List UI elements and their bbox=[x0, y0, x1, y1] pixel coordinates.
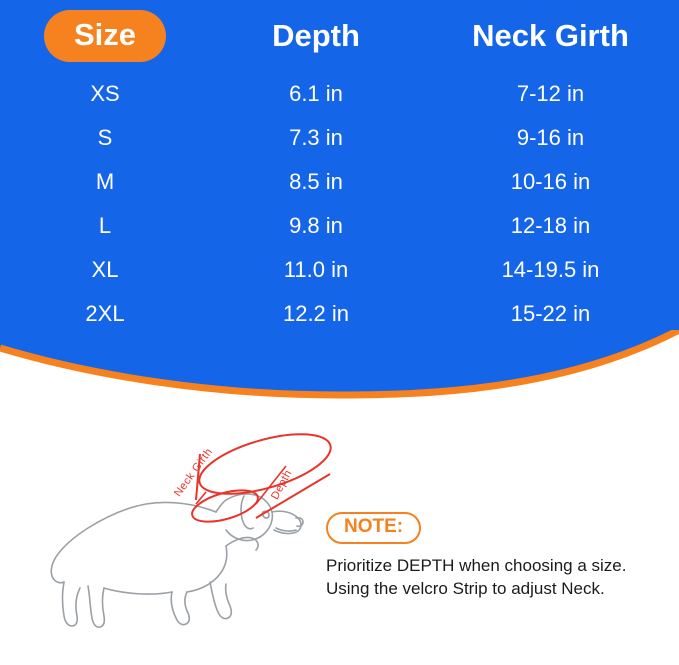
cell-neck-girth: 10-16 in bbox=[510, 169, 591, 194]
depth-label: Depth bbox=[269, 467, 295, 502]
cell-size: S bbox=[97, 125, 113, 150]
note-block bbox=[326, 512, 656, 600]
table-row bbox=[0, 204, 679, 248]
neck-girth-header-label: Neck Girth bbox=[472, 18, 629, 53]
size-header-pill: Size bbox=[44, 10, 166, 62]
header-cell-size bbox=[0, 0, 210, 72]
cell-neck-girth: 15-22 in bbox=[510, 301, 591, 326]
table-row bbox=[0, 160, 679, 204]
cell-size: XL bbox=[91, 257, 119, 282]
note-title: NOTE: bbox=[326, 512, 421, 544]
header-cell-neck-girth bbox=[422, 0, 679, 72]
cell-depth: 8.5 in bbox=[289, 169, 343, 194]
neck-girth-label: Neck Girth bbox=[172, 445, 216, 500]
cell-depth: 6.1 in bbox=[289, 81, 343, 106]
table-row bbox=[0, 116, 679, 160]
cell-size: M bbox=[95, 169, 115, 194]
cell-neck-girth: 7-12 in bbox=[516, 81, 585, 106]
depth-header-label: Depth bbox=[272, 18, 360, 53]
cell-neck-girth: 9-16 in bbox=[516, 125, 585, 150]
cell-size: L bbox=[98, 213, 112, 238]
cell-size: 2XL bbox=[85, 301, 125, 326]
note-line-1: Prioritize DEPTH when choosing a size. bbox=[326, 556, 627, 575]
cell-neck-girth: 14-19.5 in bbox=[501, 257, 600, 282]
dog-with-cone-illustration bbox=[20, 400, 350, 650]
table-row bbox=[0, 248, 679, 292]
dog-body-outline bbox=[51, 494, 303, 627]
cell-depth: 9.8 in bbox=[289, 213, 343, 238]
cell-depth: 11.0 in bbox=[283, 257, 349, 282]
cell-size: XS bbox=[90, 81, 120, 106]
table-header-row bbox=[0, 0, 679, 72]
cell-neck-girth: 12-18 in bbox=[510, 213, 591, 238]
header-cell-depth bbox=[210, 0, 422, 72]
cell-depth: 7.3 in bbox=[289, 125, 343, 150]
note-line-2: Using the velcro Strip to adjust Neck. bbox=[326, 579, 605, 598]
table-row bbox=[0, 72, 679, 116]
cell-depth: 12.2 in bbox=[282, 301, 350, 326]
